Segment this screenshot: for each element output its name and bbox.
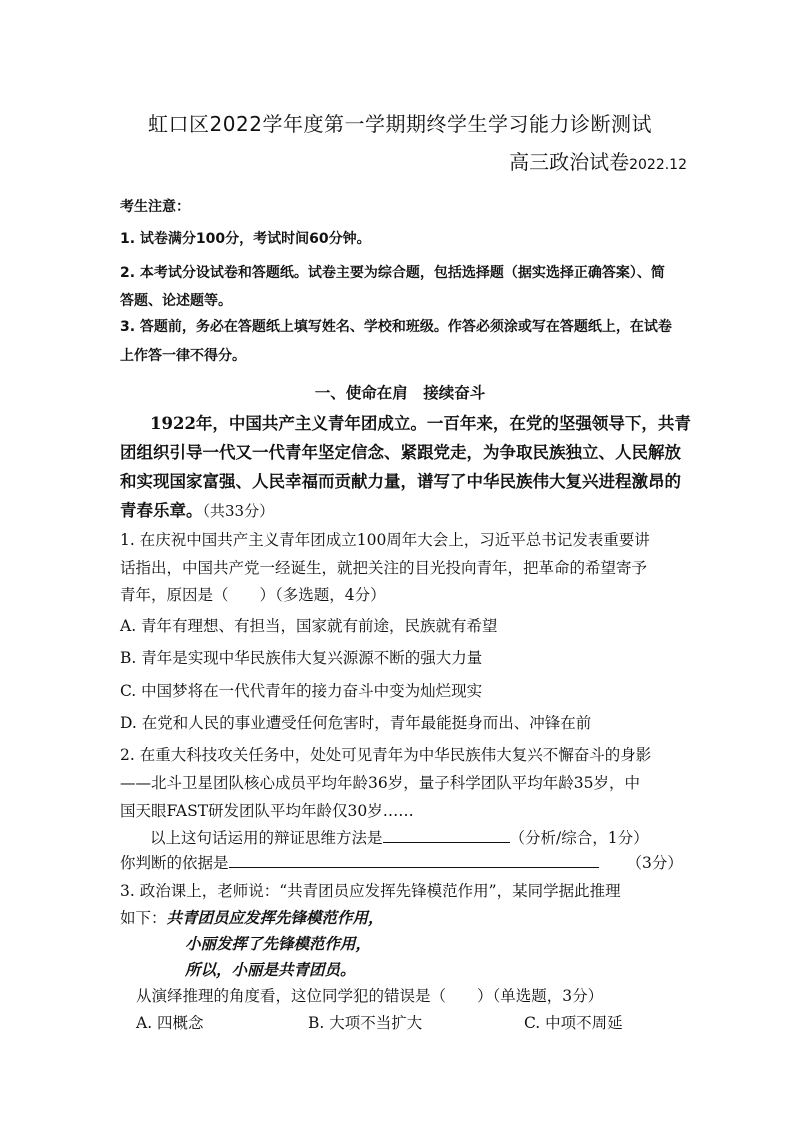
section-intro-line-1: 1922年，中国共产主义青年团成立。一百年来，在党的坚强领导下，共青 xyxy=(150,414,691,433)
q2-ask-1 xyxy=(150,826,649,848)
section-intro-line-2: 团组织引导一代又一代青年坚定信念、紧跟党走，为争取民族独立、人民解放 xyxy=(120,443,681,462)
section-title: 一、使命在肩 接续奋斗 xyxy=(314,384,486,402)
notice-item-2: 2. 本考试分设试卷和答题纸。试卷主要为综合题，包括选择题（据实选择正确答案）、简 xyxy=(120,265,665,281)
section-intro-last: 青春乐章。 xyxy=(120,501,203,520)
q1-line-3: 青年，原因是（ ）（多选题，4分） xyxy=(120,586,386,604)
q3-option-c: C. 中项不周延 xyxy=(524,1014,623,1032)
q3-line-2 xyxy=(120,906,384,928)
q3-option-a: A. 四概念 xyxy=(136,1014,204,1032)
q3-conclusion: 所以，小丽是共青团员。 xyxy=(185,960,356,979)
q2-answer-blank-1[interactable] xyxy=(383,828,510,843)
q1-line-2: 话指出，中国共产党一经诞生，就把关注的目光投向青年，把革命的希望寄予 xyxy=(120,559,648,577)
section-points: （共33分） xyxy=(202,502,275,520)
q2-answer-blank-2[interactable] xyxy=(229,853,599,868)
q2-line-3: 国天眼FAST研发团队平均年龄仅30岁…… xyxy=(120,802,414,820)
section-intro-line-3: 和实现国家富强、人民幸福而贡献力量，谱写了中华民族伟大复兴进程激昂的 xyxy=(120,472,681,491)
q2-line-1: 2. 在重大科技攻关任务中，处处可见青年为中华民族伟大复兴不懈奋斗的身影 xyxy=(120,746,652,764)
notice-item-3: 3. 答题前，务必在答题纸上填写姓名、学校和班级。作答必须涂或写在答题纸上，在试卷 xyxy=(120,319,672,335)
q3-option-b: B. 大项不当扩大 xyxy=(308,1014,423,1032)
q2-line-2: ——北斗卫星团队核心成员平均年龄36岁，量子科学团队平均年龄35岁，中 xyxy=(120,774,640,792)
notice-item-2-cont: 答题、论述题等。 xyxy=(120,293,232,309)
q2-ask-2 xyxy=(120,851,683,873)
notice-item-3-cont: 上作答一律不得分。 xyxy=(120,348,246,364)
q3-line-1: 3. 政治课上，老师说：“共青团员应发挥先锋模范作用”，某同学据此推理 xyxy=(120,882,621,900)
q2-ask-2-prefix: 你判断的依据是 xyxy=(120,854,229,872)
q1-option-d: D. 在党和人民的事业遭受任何危害时，青年最能挺身而出、冲锋在前 xyxy=(120,714,592,732)
notice-item-1: 1. 试卷满分100分，考试时间60分钟。 xyxy=(120,231,371,247)
q2-ask-1-prefix: 以上这句话运用的辩证思维方法是 xyxy=(150,829,383,847)
section-intro-line-4 xyxy=(120,497,274,521)
subtitle-text: 高三政治试卷 xyxy=(509,150,630,174)
page-subtitle xyxy=(509,146,687,175)
q2-ask-2-suffix: （3分） xyxy=(626,854,683,872)
q3-line-2-prefix: 如下： xyxy=(120,909,167,927)
q1-option-c: C. 中国梦将在一代代青年的接力奋斗中变为灿烂现实 xyxy=(120,682,483,700)
page-title: 虹口区2022学年度第一学期期终学生学习能力诊断测试 xyxy=(148,112,652,136)
exam-date: 2022.12 xyxy=(629,157,687,173)
q1-option-b: B. 青年是实现中华民族伟大复兴源源不断的强大力量 xyxy=(120,649,483,667)
q3-premise-1: 共青团员应发挥先锋模范作用， xyxy=(166,908,384,927)
notice-heading: 考生注意： xyxy=(120,199,190,215)
q3-premise-2: 小丽发挥了先锋模范作用， xyxy=(185,934,372,953)
q1-option-a: A. 青年有理想、有担当，国家就有前途，民族就有希望 xyxy=(120,617,498,635)
q1-line-1: 1. 在庆祝中国共产主义青年团成立100周年大会上，习近平总书记发表重要讲 xyxy=(120,531,650,549)
q3-ask: 从演绎推理的角度看，这位同学犯的错误是（ ）（单选题，3分） xyxy=(136,987,604,1005)
q2-ask-1-suffix: （分析/综合，1分） xyxy=(509,829,649,847)
